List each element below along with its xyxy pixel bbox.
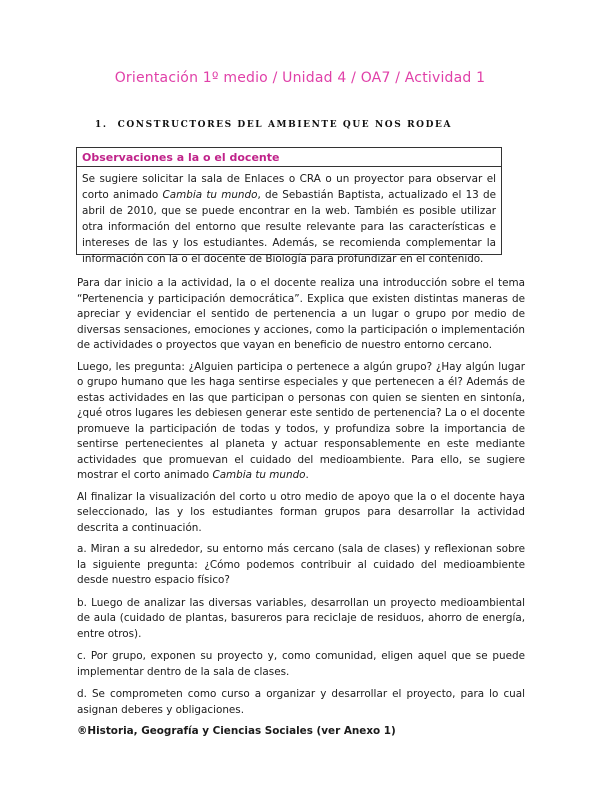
- observations-title: Observaciones a la o el docente: [77, 151, 501, 167]
- question-paragraph-text: Luego, les pregunta: ¿Alguien participa o pertenece a algún grupo? ¿Hay algún lugar o grupo humano que les haga sentirse especiales y que pertenecen a él? Además de estas actividades en las que participan o personas con quien se sienten en sintonía, ¿qué otros lugares les debiesen generar este sentido de pertenencia? La o el docente promueve la participación de todas y todos, y profundiza sobre la importancia de sentirse pertenecientes al planeta y actuar responsablemente en este mediante actividades que promuevan el cuidado del medioambiente. Para ello, se sugiere mostrar el corto animado: [77, 360, 525, 481]
- subject-reference: ®Historia, Geografía y Ciencias Sociales (ver Anexo 1): [77, 725, 396, 737]
- group-paragraph: Al finalizar la visualización del corto u otro medio de apoyo que la o el docente haya seleccionado, las y los estudiantes forman grupos para desarrollar la actividad descrita a continuación.: [77, 490, 525, 534]
- section-title: CONSTRUCTORES DEL AMBIENTE QUE NOS RODEA: [117, 120, 453, 130]
- section-heading: [95, 120, 452, 130]
- activity-body: [77, 276, 525, 737]
- film-title: Cambia tu mundo: [162, 189, 258, 201]
- section-number: 1.: [95, 120, 108, 130]
- observations-text: [82, 171, 496, 267]
- step-b: b. Luego de analizar las diversas variables, desarrollan un proyecto medioambiental de aula (cuidado de plantas, basureros para reciclaje de residuos, ahorro de energía, entre otros).: [77, 596, 525, 640]
- teacher-observations-box: [76, 147, 502, 265]
- question-paragraph-end: .: [305, 469, 309, 481]
- question-paragraph: [77, 360, 525, 484]
- intro-paragraph: Para dar inicio a la actividad, la o el docente realiza una introducción sobre el tema “Pertenencia y participación democrática”. Explica que existen distintas maneras de apreciar y evidenciar el sentido de pertenencia a un lugar o grupo por medio de diversas sensaciones, emociones y acciones, como la participación o implementación de actividades o proyectos que vayan en beneficio de nuestro entorno cercano.: [77, 277, 525, 351]
- step-a: a. Miran a su alrededor, su entorno más cercano (sala de clases) y reflexionan sobre la siguiente pregunta: ¿Cómo podemos contribuir al cuidado del medioambiente desde nuestro espacio físico?: [77, 543, 525, 586]
- film-title-inline: Cambia tu mundo: [212, 469, 306, 481]
- step-c: c. Por grupo, exponen su proyecto y, como comunidad, eligen aquel que se puede implementar dentro de la sala de clases.: [77, 650, 525, 678]
- observations-text-end: , de Sebastián Baptista, actualizado el 13 de abril de 2010, que se puede encontrar en la web. También es posible utilizar otra información del entorno que resulte relevante para las características e intereses de las y los estudiantes. Además, se recomienda complementar la información con la o el docente de Biología para profundizar en el contenido.: [82, 189, 497, 265]
- step-d: d. Se comprometen como curso a organizar y desarrollar el proyecto, para lo cual asignan deberes y obligaciones.: [77, 688, 525, 716]
- observations-text-start: Se sugiere solicitar la sala de Enlaces o CRA o un proyector para observar el corto animado: [82, 173, 496, 201]
- page-header: Orientación 1º medio / Unidad 4 / OA7 / Actividad 1: [114, 70, 486, 86]
